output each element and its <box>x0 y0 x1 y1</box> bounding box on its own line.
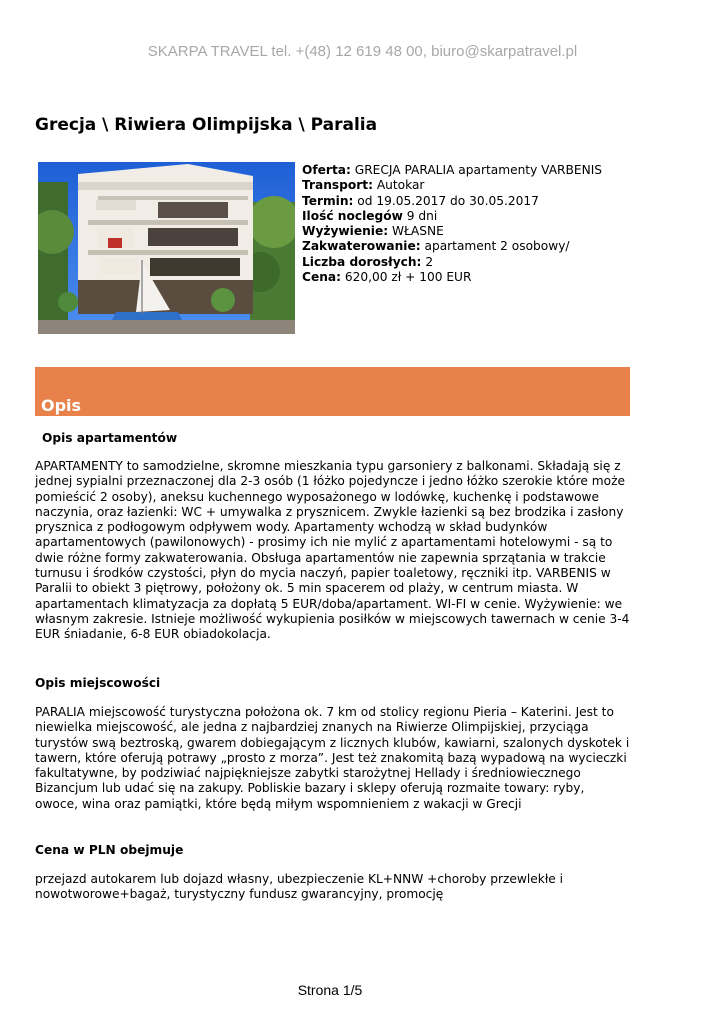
offer-row <box>302 178 632 193</box>
offer-label: Liczba dorosłych: <box>302 254 422 269</box>
offer-label: Ilość noclegów <box>302 208 403 223</box>
offer-value: WŁASNE <box>392 224 444 239</box>
offer-row <box>302 163 632 178</box>
text-line: PARALIA miejscowość turystyczna położona ok. 7 km od stolicy regionu Pieria – Katerini. Jest to <box>35 705 614 719</box>
offer-label: Wyżywienie: <box>302 224 389 239</box>
place-heading: Opis miejscowości <box>35 676 161 690</box>
page-number: Strona 1/5 <box>297 982 363 998</box>
text-line: apartamentowych (pawilonowych) - prosimy ich nie mylić z apartamentami hotelowymi - są to <box>35 535 613 550</box>
offer-value: od 19.05.2017 do 30.05.2017 <box>357 193 539 208</box>
offer-row <box>302 194 632 209</box>
offer-value: 9 dni <box>406 208 438 223</box>
offer-label: Termin: <box>302 193 354 208</box>
text-line: EUR śniadanie, 6-8 EUR obiadokolacja. <box>35 627 271 642</box>
offer-row <box>302 239 632 254</box>
offer-value: 620,00 zł + 100 EUR <box>344 270 472 285</box>
text-line: dwie różne formy zakwaterowania. Obsługa apartamentów nie zapewnia sprzątania w trakcie <box>35 550 606 565</box>
text-line: owoce, wina oraz pamiątki, które będą miłym wspomnieniem z wakacji w Grecji <box>35 796 522 811</box>
text-line: turnusu i środków czystości, płyn do mycia naczyń, papier toaletowy, ręczniki itp. VARBENIS w <box>35 566 611 581</box>
offer-label: Transport: <box>302 178 373 193</box>
offer-value: GRECJA PARALIA apartamenty VARBENIS <box>354 163 603 177</box>
text-line: pomieścić 2 osoby), aneksu kuchennego wyposażonego w lodówkę, kuchenkę i podstawowe <box>35 489 599 504</box>
offer-value: apartament 2 osobowy/ <box>424 239 570 254</box>
text-line: fakultatywne, by podziwiać najpiękniejsze zabytki starożytnej Hellady i średniowiecznego <box>35 766 581 781</box>
text-line: nowotworowe+bagaż, turystyczny fundusz gwarancyjny, promocję <box>35 887 444 902</box>
breadcrumb: Grecja \ Riwiera Olimpijska \ Paralia <box>35 115 378 135</box>
place-description <box>35 705 635 812</box>
apartments-description <box>35 459 635 643</box>
text-line: turystów swą beztroską, gwarem dobiegającym z licznych klubów, kawiarni, szalonych dyskotek i <box>35 735 630 750</box>
offer-row <box>302 209 632 224</box>
price-heading: Cena w PLN obejmuje <box>35 843 184 857</box>
text-line: przejazd autokarem lub dojazd własny, ubezpieczenie KL+NNW +choroby przewlekłe i <box>35 872 564 886</box>
offer-label: Cena: <box>302 270 341 285</box>
agency-contact-header: SKARPA TRAVEL tel. +(48) 12 619 48 00, biuro@skarpatravel.pl <box>147 43 578 60</box>
section-header-bar <box>35 367 630 416</box>
offer-label: Zakwaterowanie: <box>302 239 421 254</box>
offer-row <box>302 270 632 285</box>
text-line: APARTAMENTY to samodzielne, skromne mieszkania typu garsoniery z balkonami. Składają się z <box>35 459 621 473</box>
text-line: niewielka miejscowość, ale jedna z najbardziej znanych na Riwierze Olimpijskiej, przyciąga <box>35 720 589 735</box>
offer-row <box>302 255 632 270</box>
text-line: własnym zakresie. Istnieje możliwość wykupienia posiłków w miejscowych tawernach w cenie 3-4 <box>35 611 630 626</box>
text-line: Paralii to obiekt 3 piętrowy, położony ok. 5 min spacerem od plaży, w centrum miasta. W <box>35 581 579 596</box>
text-line: apartamentach klimatyzacja za dopłatą 5 EUR/doba/apartament. WI-FI w cenie. Wyżywienie: we <box>35 596 623 611</box>
offer-details <box>302 163 632 285</box>
text-line: Bizancjum lub udać się na zakupy. Pobliskie bazary i sklepy oferują rozmaite towary: ryby, <box>35 781 585 796</box>
offer-row <box>302 224 632 239</box>
offer-value: Autokar <box>376 178 425 193</box>
section-title: Opis <box>41 396 82 415</box>
apartments-heading: Opis apartamentów <box>42 431 178 445</box>
hotel-photo <box>38 162 295 334</box>
text-line: jednej sypialni przeznaczonej dla 2-3 osób (1 łóżko pojedyncze i jedno łóżko szerokie które może <box>35 474 625 489</box>
offer-label: Oferta: <box>302 163 351 177</box>
text-line: tawern, które oferują potrawy „prosto z morza”. Jest też znakomitą bazą wypadową na wycieczki <box>35 750 627 765</box>
text-line: prysznica z podłogowym odpływem wody. Apartamenty wchodzą w skład budynków <box>35 520 548 535</box>
price-description <box>35 872 635 903</box>
offer-value: 2 <box>425 254 434 269</box>
text-line: naczynia, oraz łazienki: WC + umywalka z prysznicem. Zwykle łazienki są bez brodzika i zasłony <box>35 504 624 519</box>
